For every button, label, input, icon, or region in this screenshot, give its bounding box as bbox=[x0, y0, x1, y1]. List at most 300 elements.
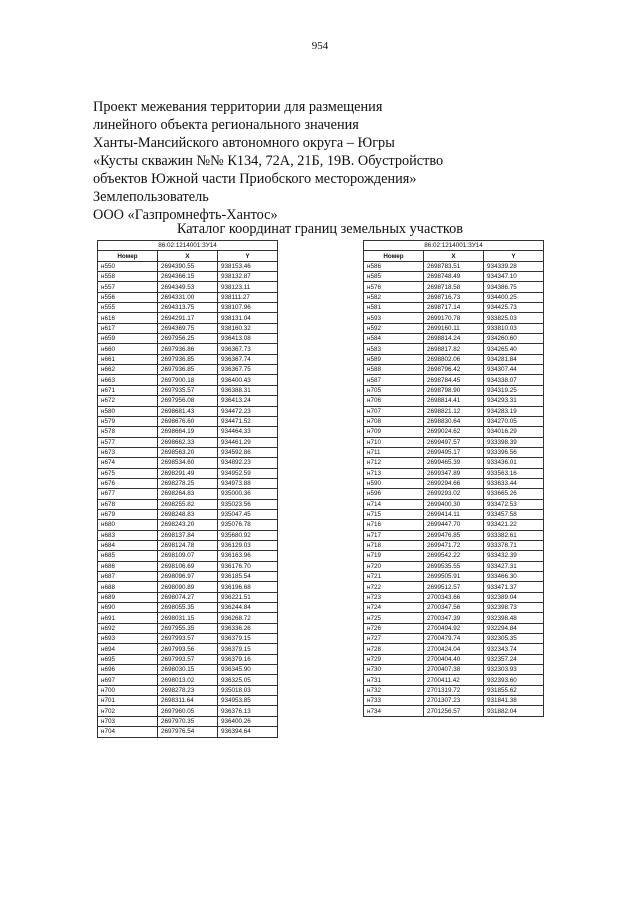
catalog-title: Каталог координат границ земельных участков bbox=[176, 221, 464, 237]
x-coordinate-cell: 2699471.72 bbox=[424, 540, 484, 550]
table-row bbox=[98, 540, 278, 550]
column-header-y: Y bbox=[484, 251, 544, 261]
y-coordinate-cell: 938153.46 bbox=[218, 261, 278, 271]
point-number-cell: н710 bbox=[364, 437, 424, 447]
y-coordinate-cell: 934338.07 bbox=[484, 375, 544, 385]
point-number-cell: н671 bbox=[98, 385, 158, 395]
x-coordinate-cell: 2697936.86 bbox=[158, 344, 218, 354]
x-coordinate-cell: 2698662.33 bbox=[158, 437, 218, 447]
point-number-cell: н677 bbox=[98, 489, 158, 499]
table-row bbox=[98, 685, 278, 695]
point-number-cell: н679 bbox=[98, 509, 158, 519]
y-coordinate-cell: 932398.73 bbox=[484, 603, 544, 613]
y-coordinate-cell: 934425.73 bbox=[484, 303, 544, 313]
x-coordinate-cell: 2698748.49 bbox=[424, 272, 484, 282]
point-number-cell: н581 bbox=[364, 303, 424, 313]
point-number-cell: н729 bbox=[364, 654, 424, 664]
point-number-cell: н719 bbox=[364, 551, 424, 561]
y-coordinate-cell: 936221.51 bbox=[218, 592, 278, 602]
y-coordinate-cell: 935000.36 bbox=[218, 489, 278, 499]
table-row bbox=[98, 406, 278, 416]
point-number-cell: н711 bbox=[364, 447, 424, 457]
point-number-cell: н576 bbox=[364, 282, 424, 292]
y-coordinate-cell: 934953.85 bbox=[218, 696, 278, 706]
table-row bbox=[98, 292, 278, 302]
y-coordinate-cell: 933421.22 bbox=[484, 520, 544, 530]
point-number-cell: н708 bbox=[364, 416, 424, 426]
y-coordinate-cell: 933633.44 bbox=[484, 478, 544, 488]
y-coordinate-cell: 934319.25 bbox=[484, 385, 544, 395]
table-row bbox=[364, 582, 544, 592]
y-coordinate-cell: 936244.84 bbox=[218, 603, 278, 613]
x-coordinate-cell: 2698817.82 bbox=[424, 344, 484, 354]
table-row bbox=[364, 323, 544, 333]
table-row bbox=[98, 489, 278, 499]
y-coordinate-cell: 934973.88 bbox=[218, 478, 278, 488]
column-header-number: Номер bbox=[98, 251, 158, 261]
x-coordinate-cell: 2700343.66 bbox=[424, 592, 484, 602]
table-row bbox=[98, 272, 278, 282]
table-row bbox=[98, 334, 278, 344]
point-number-cell: н704 bbox=[98, 727, 158, 737]
header-line: ООО «Газпромнефть-Хантос» bbox=[93, 207, 278, 223]
y-coordinate-cell: 935023.56 bbox=[218, 499, 278, 509]
x-coordinate-cell: 2694369.75 bbox=[158, 323, 218, 333]
y-coordinate-cell: 933810.03 bbox=[484, 323, 544, 333]
table-row bbox=[98, 499, 278, 509]
point-number-cell: н674 bbox=[98, 458, 158, 468]
point-number-cell: н578 bbox=[98, 427, 158, 437]
point-number-cell: н703 bbox=[98, 716, 158, 726]
x-coordinate-cell: 2698784.45 bbox=[424, 375, 484, 385]
point-number-cell: н672 bbox=[98, 396, 158, 406]
x-coordinate-cell: 2698717.14 bbox=[424, 303, 484, 313]
x-coordinate-cell: 2698311.64 bbox=[158, 696, 218, 706]
y-coordinate-cell: 934283.19 bbox=[484, 406, 544, 416]
table-row bbox=[364, 437, 544, 447]
x-coordinate-cell: 2699293.02 bbox=[424, 489, 484, 499]
x-coordinate-cell: 2699495.17 bbox=[424, 447, 484, 457]
x-coordinate-cell: 2699294.66 bbox=[424, 478, 484, 488]
point-number-cell: н678 bbox=[98, 499, 158, 509]
x-coordinate-cell: 2697960.05 bbox=[158, 706, 218, 716]
table-row bbox=[364, 344, 544, 354]
y-coordinate-cell: 931882.04 bbox=[484, 706, 544, 716]
point-number-cell: н706 bbox=[364, 396, 424, 406]
x-coordinate-cell: 2698013.02 bbox=[158, 675, 218, 685]
point-number-cell: н730 bbox=[364, 665, 424, 675]
table-row bbox=[98, 313, 278, 323]
point-number-cell: н659 bbox=[98, 334, 158, 344]
y-coordinate-cell: 934281.84 bbox=[484, 354, 544, 364]
point-number-cell: н721 bbox=[364, 572, 424, 582]
header-line: Землепользователь bbox=[93, 189, 209, 205]
table-row bbox=[98, 385, 278, 395]
y-coordinate-cell: 936413.08 bbox=[218, 334, 278, 344]
table-row bbox=[364, 603, 544, 613]
table-row bbox=[364, 478, 544, 488]
x-coordinate-cell: 2694366.15 bbox=[158, 272, 218, 282]
y-coordinate-cell: 932294.84 bbox=[484, 623, 544, 633]
point-number-cell: н695 bbox=[98, 654, 158, 664]
x-coordinate-cell: 2698534.60 bbox=[158, 458, 218, 468]
table-row bbox=[98, 706, 278, 716]
y-coordinate-cell: 936379.15 bbox=[218, 644, 278, 654]
point-number-cell: н660 bbox=[98, 344, 158, 354]
x-coordinate-cell: 2698664.19 bbox=[158, 427, 218, 437]
table-row bbox=[98, 603, 278, 613]
x-coordinate-cell: 2698030.15 bbox=[158, 665, 218, 675]
table-row bbox=[364, 685, 544, 695]
point-number-cell: н617 bbox=[98, 323, 158, 333]
x-coordinate-cell: 2694390.55 bbox=[158, 261, 218, 271]
point-number-cell: н694 bbox=[98, 644, 158, 654]
y-coordinate-cell: 938132.87 bbox=[218, 272, 278, 282]
point-number-cell: н696 bbox=[98, 665, 158, 675]
x-coordinate-cell: 2697936.85 bbox=[158, 354, 218, 364]
header-line: линейного объекта регионального значения bbox=[93, 117, 359, 133]
x-coordinate-cell: 2698796.42 bbox=[424, 365, 484, 375]
x-coordinate-cell: 2699465.39 bbox=[424, 458, 484, 468]
y-coordinate-cell: 936400.26 bbox=[218, 716, 278, 726]
point-number-cell: н722 bbox=[364, 582, 424, 592]
x-coordinate-cell: 2698031.15 bbox=[158, 613, 218, 623]
y-coordinate-cell: 934400.25 bbox=[484, 292, 544, 302]
table-row bbox=[364, 706, 544, 716]
header-line: «Кусты скважин №№ К134, 72А, 21Б, 19В. Обустройство bbox=[93, 153, 444, 169]
x-coordinate-cell: 2698255.82 bbox=[158, 499, 218, 509]
x-coordinate-cell: 2698278.25 bbox=[158, 478, 218, 488]
x-coordinate-cell: 2698109.07 bbox=[158, 551, 218, 561]
table-row bbox=[364, 416, 544, 426]
point-number-cell: н717 bbox=[364, 530, 424, 540]
point-number-cell: н720 bbox=[364, 561, 424, 571]
x-coordinate-cell: 2697956.08 bbox=[158, 396, 218, 406]
y-coordinate-cell: 936367.74 bbox=[218, 354, 278, 364]
table-row bbox=[98, 634, 278, 644]
x-coordinate-cell: 2700494.92 bbox=[424, 623, 484, 633]
table-row bbox=[364, 509, 544, 519]
x-coordinate-cell: 2697993.57 bbox=[158, 634, 218, 644]
x-coordinate-cell: 2701319.72 bbox=[424, 685, 484, 695]
y-coordinate-cell: 936325.05 bbox=[218, 675, 278, 685]
table-row bbox=[364, 406, 544, 416]
table-row bbox=[364, 644, 544, 654]
y-coordinate-cell: 932398.48 bbox=[484, 613, 544, 623]
table-row bbox=[98, 344, 278, 354]
point-number-cell: н592 bbox=[364, 323, 424, 333]
point-number-cell: н731 bbox=[364, 675, 424, 685]
table-row bbox=[98, 282, 278, 292]
x-coordinate-cell: 2698681.43 bbox=[158, 406, 218, 416]
point-number-cell: н692 bbox=[98, 623, 158, 633]
x-coordinate-cell: 2698243.20 bbox=[158, 520, 218, 530]
y-coordinate-cell: 936336.26 bbox=[218, 623, 278, 633]
y-coordinate-cell: 936388.31 bbox=[218, 385, 278, 395]
table-row bbox=[364, 499, 544, 509]
table-row bbox=[98, 478, 278, 488]
y-coordinate-cell: 936376.13 bbox=[218, 706, 278, 716]
table-row bbox=[98, 437, 278, 447]
y-coordinate-cell: 936379.15 bbox=[218, 634, 278, 644]
table-row bbox=[364, 458, 544, 468]
point-number-cell: н583 bbox=[364, 344, 424, 354]
table-row bbox=[364, 334, 544, 344]
table-row bbox=[98, 675, 278, 685]
table-row bbox=[98, 551, 278, 561]
table-row bbox=[98, 396, 278, 406]
point-number-cell: н590 bbox=[364, 478, 424, 488]
table-row bbox=[98, 375, 278, 385]
table-row bbox=[364, 447, 544, 457]
x-coordinate-cell: 2698264.83 bbox=[158, 489, 218, 499]
table-row bbox=[364, 696, 544, 706]
y-coordinate-cell: 933825.03 bbox=[484, 313, 544, 323]
point-number-cell: н587 bbox=[364, 375, 424, 385]
point-number-cell: н700 bbox=[98, 685, 158, 695]
table-row bbox=[98, 561, 278, 571]
x-coordinate-cell: 2698676.60 bbox=[158, 416, 218, 426]
y-coordinate-cell: 936345.90 bbox=[218, 665, 278, 675]
x-coordinate-cell: 2697936.85 bbox=[158, 365, 218, 375]
x-coordinate-cell: 2697956.25 bbox=[158, 334, 218, 344]
page-number: 954 bbox=[311, 40, 329, 52]
x-coordinate-cell: 2697993.57 bbox=[158, 654, 218, 664]
table-row bbox=[364, 272, 544, 282]
point-number-cell: н663 bbox=[98, 375, 158, 385]
point-number-cell: н686 bbox=[98, 561, 158, 571]
y-coordinate-cell: 934339.28 bbox=[484, 261, 544, 271]
y-coordinate-cell: 933427.31 bbox=[484, 561, 544, 571]
x-coordinate-cell: 2698090.89 bbox=[158, 582, 218, 592]
point-number-cell: н577 bbox=[98, 437, 158, 447]
table-row bbox=[98, 644, 278, 654]
table-row bbox=[98, 509, 278, 519]
point-number-cell: н724 bbox=[364, 603, 424, 613]
table-row bbox=[364, 675, 544, 685]
y-coordinate-cell: 934892.23 bbox=[218, 458, 278, 468]
x-coordinate-cell: 2699535.55 bbox=[424, 561, 484, 571]
x-coordinate-cell: 2697993.56 bbox=[158, 644, 218, 654]
point-number-cell: н557 bbox=[98, 282, 158, 292]
x-coordinate-cell: 2699542.22 bbox=[424, 551, 484, 561]
x-coordinate-cell: 2697900.18 bbox=[158, 375, 218, 385]
point-number-cell: н697 bbox=[98, 675, 158, 685]
point-number-cell: н718 bbox=[364, 540, 424, 550]
table-row bbox=[98, 427, 278, 437]
x-coordinate-cell: 2698074.27 bbox=[158, 592, 218, 602]
column-header-y: Y bbox=[218, 251, 278, 261]
y-coordinate-cell: 934265.40 bbox=[484, 344, 544, 354]
x-coordinate-cell: 2699347.89 bbox=[424, 468, 484, 478]
x-coordinate-cell: 2700404.40 bbox=[424, 654, 484, 664]
y-coordinate-cell: 933396.56 bbox=[484, 447, 544, 457]
x-coordinate-cell: 2699160.11 bbox=[424, 323, 484, 333]
point-number-cell: н685 bbox=[98, 551, 158, 561]
table-row bbox=[98, 365, 278, 375]
table-row bbox=[364, 572, 544, 582]
table-row bbox=[364, 623, 544, 633]
point-number-cell: н616 bbox=[98, 313, 158, 323]
y-coordinate-cell: 938160.32 bbox=[218, 323, 278, 333]
y-coordinate-cell: 934270.05 bbox=[484, 416, 544, 426]
y-coordinate-cell: 934347.10 bbox=[484, 272, 544, 282]
table-row bbox=[98, 416, 278, 426]
y-coordinate-cell: 934260.60 bbox=[484, 334, 544, 344]
point-number-cell: н691 bbox=[98, 613, 158, 623]
y-coordinate-cell: 933471.37 bbox=[484, 582, 544, 592]
header-line: объектов Южной части Приобского месторождения» bbox=[93, 171, 417, 187]
table-row bbox=[364, 551, 544, 561]
x-coordinate-cell: 2698096.97 bbox=[158, 572, 218, 582]
x-coordinate-cell: 2699170.78 bbox=[424, 313, 484, 323]
y-coordinate-cell: 935680.92 bbox=[218, 530, 278, 540]
y-coordinate-cell: 932343.74 bbox=[484, 644, 544, 654]
y-coordinate-cell: 936400.43 bbox=[218, 375, 278, 385]
point-number-cell: н734 bbox=[364, 706, 424, 716]
y-coordinate-cell: 938123.11 bbox=[218, 282, 278, 292]
x-coordinate-cell: 2700479.74 bbox=[424, 634, 484, 644]
table-row bbox=[364, 354, 544, 364]
y-coordinate-cell: 933382.61 bbox=[484, 530, 544, 540]
x-coordinate-cell: 2698716.73 bbox=[424, 292, 484, 302]
table-row bbox=[98, 572, 278, 582]
y-coordinate-cell: 934293.31 bbox=[484, 396, 544, 406]
point-number-cell: н550 bbox=[98, 261, 158, 271]
table-row bbox=[98, 592, 278, 602]
column-header-number: Номер bbox=[364, 251, 424, 261]
x-coordinate-cell: 2700407.38 bbox=[424, 665, 484, 675]
y-coordinate-cell: 936413.24 bbox=[218, 396, 278, 406]
table-row bbox=[98, 716, 278, 726]
y-coordinate-cell: 933563.16 bbox=[484, 468, 544, 478]
point-number-cell: н680 bbox=[98, 520, 158, 530]
table-row bbox=[364, 261, 544, 271]
point-number-cell: н662 bbox=[98, 365, 158, 375]
x-coordinate-cell: 2701256.57 bbox=[424, 706, 484, 716]
x-coordinate-cell: 2698802.06 bbox=[424, 354, 484, 364]
point-number-cell: н712 bbox=[364, 458, 424, 468]
point-number-cell: н555 bbox=[98, 303, 158, 313]
x-coordinate-cell: 2697955.35 bbox=[158, 623, 218, 633]
table-body bbox=[98, 261, 278, 737]
x-coordinate-cell: 2699505.91 bbox=[424, 572, 484, 582]
x-coordinate-cell: 2698106.69 bbox=[158, 561, 218, 571]
point-number-cell: н580 bbox=[98, 406, 158, 416]
x-coordinate-cell: 2700411.42 bbox=[424, 675, 484, 685]
table-row bbox=[364, 375, 544, 385]
table-row bbox=[364, 592, 544, 602]
point-number-cell: н676 bbox=[98, 478, 158, 488]
table-row bbox=[364, 520, 544, 530]
table-row bbox=[364, 613, 544, 623]
x-coordinate-cell: 2698055.35 bbox=[158, 603, 218, 613]
y-coordinate-cell: 931841.38 bbox=[484, 696, 544, 706]
y-coordinate-cell: 933432.39 bbox=[484, 551, 544, 561]
point-number-cell: н714 bbox=[364, 499, 424, 509]
y-coordinate-cell: 932303.93 bbox=[484, 665, 544, 675]
table-row bbox=[364, 665, 544, 675]
point-number-cell: н733 bbox=[364, 696, 424, 706]
table-row bbox=[364, 385, 544, 395]
x-coordinate-cell: 2698563.20 bbox=[158, 447, 218, 457]
table-row bbox=[364, 396, 544, 406]
y-coordinate-cell: 936196.68 bbox=[218, 582, 278, 592]
table-row bbox=[364, 654, 544, 664]
header-line: Ханты-Мансийского автономного округа – Югры bbox=[93, 135, 395, 151]
point-number-cell: н702 bbox=[98, 706, 158, 716]
y-coordinate-cell: 934461.29 bbox=[218, 437, 278, 447]
x-coordinate-cell: 2698783.51 bbox=[424, 261, 484, 271]
x-coordinate-cell: 2698124.78 bbox=[158, 540, 218, 550]
point-number-cell: н558 bbox=[98, 272, 158, 282]
y-coordinate-cell: 936163.96 bbox=[218, 551, 278, 561]
table-row bbox=[364, 540, 544, 550]
column-header-x: X bbox=[158, 251, 218, 261]
x-coordinate-cell: 2700347.39 bbox=[424, 613, 484, 623]
table-row bbox=[364, 634, 544, 644]
point-number-cell: н713 bbox=[364, 468, 424, 478]
x-coordinate-cell: 2699447.70 bbox=[424, 520, 484, 530]
y-coordinate-cell: 936176.70 bbox=[218, 561, 278, 571]
y-coordinate-cell: 936367.75 bbox=[218, 365, 278, 375]
y-coordinate-cell: 932393.60 bbox=[484, 675, 544, 685]
y-coordinate-cell: 933472.53 bbox=[484, 499, 544, 509]
coordinates-table-left bbox=[97, 240, 278, 738]
point-number-cell: н556 bbox=[98, 292, 158, 302]
x-coordinate-cell: 2698798.90 bbox=[424, 385, 484, 395]
x-coordinate-cell: 2698248.83 bbox=[158, 509, 218, 519]
point-number-cell: н727 bbox=[364, 634, 424, 644]
table-row bbox=[364, 313, 544, 323]
cadastral-number: 86:02:1214001:ЗУ14 bbox=[364, 241, 544, 251]
x-coordinate-cell: 2697935.57 bbox=[158, 385, 218, 395]
y-coordinate-cell: 936268.72 bbox=[218, 613, 278, 623]
point-number-cell: н723 bbox=[364, 592, 424, 602]
x-coordinate-cell: 2694349.53 bbox=[158, 282, 218, 292]
table-row bbox=[98, 665, 278, 675]
table-row bbox=[98, 696, 278, 706]
table-row bbox=[98, 520, 278, 530]
table-row bbox=[364, 561, 544, 571]
point-number-cell: н688 bbox=[98, 582, 158, 592]
point-number-cell: н716 bbox=[364, 520, 424, 530]
x-coordinate-cell: 2699497.57 bbox=[424, 437, 484, 447]
y-coordinate-cell: 935076.78 bbox=[218, 520, 278, 530]
x-coordinate-cell: 2698821.12 bbox=[424, 406, 484, 416]
y-coordinate-cell: 934386.75 bbox=[484, 282, 544, 292]
y-coordinate-cell: 934471.52 bbox=[218, 416, 278, 426]
point-number-cell: н588 bbox=[364, 365, 424, 375]
table-row bbox=[98, 354, 278, 364]
cadastral-number: 86:02:1214001:ЗУ14 bbox=[98, 241, 278, 251]
table-row bbox=[364, 303, 544, 313]
y-coordinate-cell: 933436.01 bbox=[484, 458, 544, 468]
point-number-cell: н732 bbox=[364, 685, 424, 695]
x-coordinate-cell: 2699024.62 bbox=[424, 427, 484, 437]
x-coordinate-cell: 2699476.85 bbox=[424, 530, 484, 540]
point-number-cell: н675 bbox=[98, 468, 158, 478]
x-coordinate-cell: 2694313.75 bbox=[158, 303, 218, 313]
table-row bbox=[98, 468, 278, 478]
table-row bbox=[98, 582, 278, 592]
table-row bbox=[364, 530, 544, 540]
table-row bbox=[364, 427, 544, 437]
y-coordinate-cell: 934472.23 bbox=[218, 406, 278, 416]
y-coordinate-cell: 933378.71 bbox=[484, 540, 544, 550]
y-coordinate-cell: 934952.59 bbox=[218, 468, 278, 478]
y-coordinate-cell: 934592.86 bbox=[218, 447, 278, 457]
